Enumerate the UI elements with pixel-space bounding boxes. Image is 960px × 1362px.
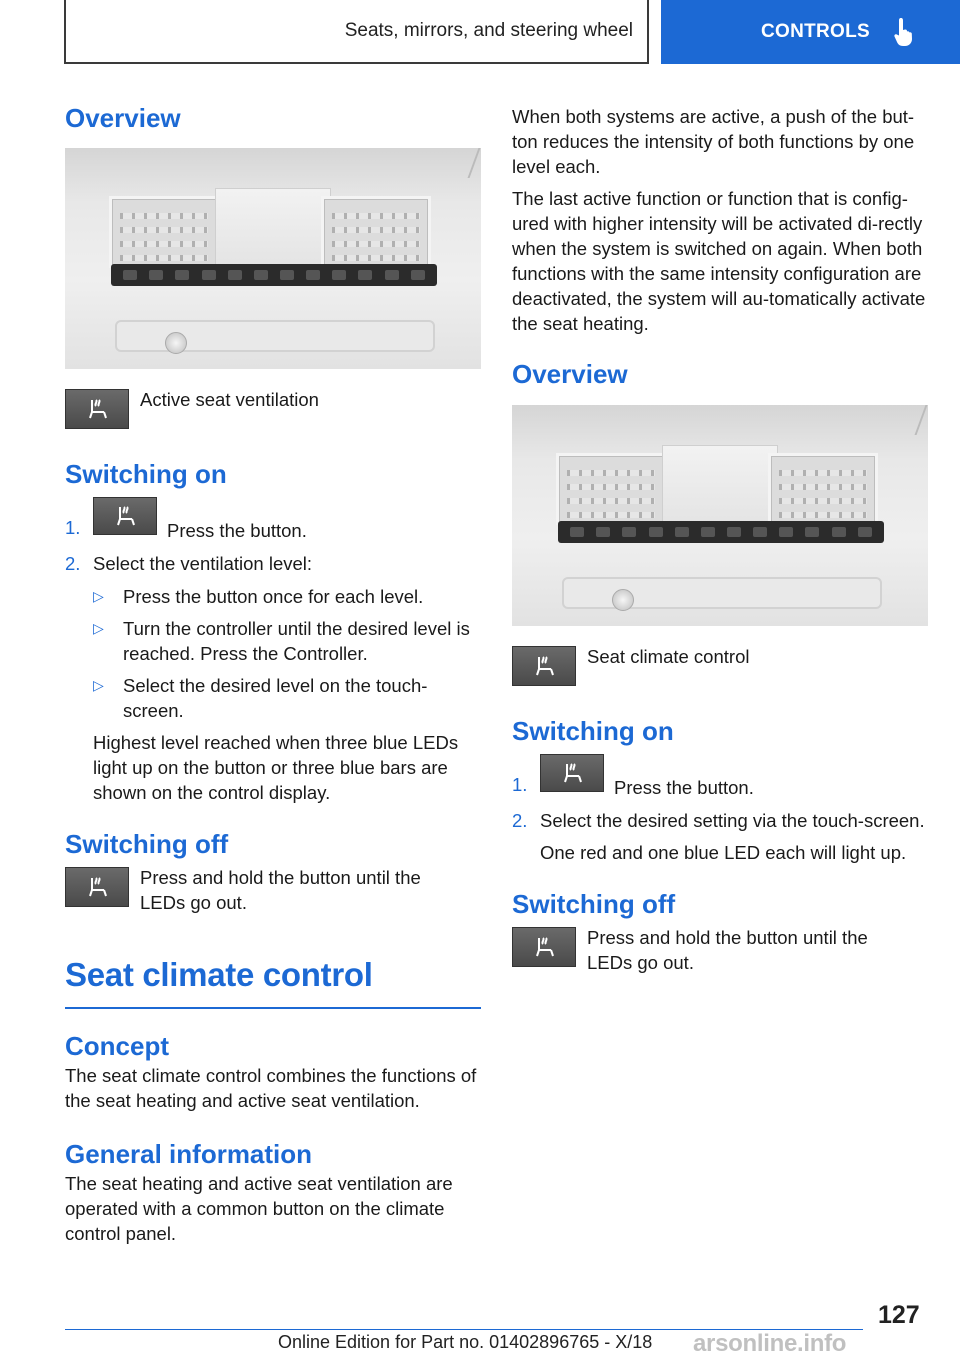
last-active-text: The last active function or function that is config-ured with higher intensity will be activated di-rectly when the system is switched on again. When both functions with the same intensity configuration are deactivated, the system will au-tomatically activate the seat heating. [512,188,926,334]
seat-ventilation-icon [65,867,129,907]
hand-pointer-icon [892,16,918,48]
switching-off-text: Press and hold the button until the LEDs go out. [587,927,868,973]
watermark: arsonline.info [693,1330,847,1357]
left-column [65,100,481,1246]
list-item: 1. Press the button. [65,501,481,537]
seat-ventilation-button-icon [93,497,157,535]
bullet-item: ▷ Select the desired level on the touch-screen. [93,675,428,721]
seat-climate-icon [512,927,576,967]
chapter-divider [65,1007,481,1009]
right-column [512,104,928,975]
concept-heading: Concept [65,1031,169,1061]
bullet-item: ▷ Turn the controller until the desired level is reached. Press the Controller. [93,618,470,664]
both-active-text: When both systems are active, a push of the but-ton reduces the intensity of both functions by one level each. [512,106,915,177]
climate-panel-photo [65,148,481,369]
overview-heading: Overview [512,359,628,389]
header-chapter-title: CONTROLS [761,21,871,42]
seat-climate-button-icon [540,754,604,792]
switching-on-heading: Switching on [65,459,227,489]
climate-caption: Seat climate control [587,646,750,667]
list-item: 2. Select the ventilation level: ▷ Press the button once for each level. ▷ Turn the controller until the desired level is reached. Press the Controller. ▷ Select the desired level on the touch-screen. Highest level reached when three blue LEDs light up on the button or three blue bars are shown on the control display. [65,551,481,805]
chapter-title: Seat climate control [65,956,373,993]
seat-ventilation-icon [65,389,129,429]
overview-heading: Overview [65,103,181,133]
concept-text: The seat climate control combines the functions of the seat heating and active seat ventilation. [65,1065,477,1111]
list-item: 1. Press the button. [512,758,928,794]
switching-off-heading: Switching off [512,889,676,919]
led-note: One red and one blue LED each will light up. [540,842,907,863]
footer-edition: Online Edition for Part no. 01402896765 - X/18 [278,1332,653,1352]
highest-level-note: Highest level reached when three blue LEDs light up on the button or three blue bars are shown on the control display. [93,732,459,803]
bullet-item: ▷ Press the button once for each level. [93,586,424,607]
list-item: 2. Select the desired setting via the touch-screen. One red and one blue LED each will light up. [512,808,928,865]
header-section-title: Seats, mirrors, and steering wheel [344,20,633,41]
general-information-text: The seat heating and active seat ventilation are operated with a common button on the climate control panel. [65,1173,453,1244]
ventilation-caption: Active seat ventilation [140,389,319,410]
switching-on-heading: Switching on [512,716,674,746]
page-number: 127 [878,1301,920,1329]
switching-off-heading: Switching off [65,829,229,859]
general-information-heading: General information [65,1139,313,1169]
seat-climate-icon [512,646,576,686]
header-chapter-tab [661,0,960,64]
header-section-box [64,0,649,64]
switching-off-text: Press and hold the button until the LEDs go out. [140,867,421,913]
climate-panel-photo [512,405,928,626]
